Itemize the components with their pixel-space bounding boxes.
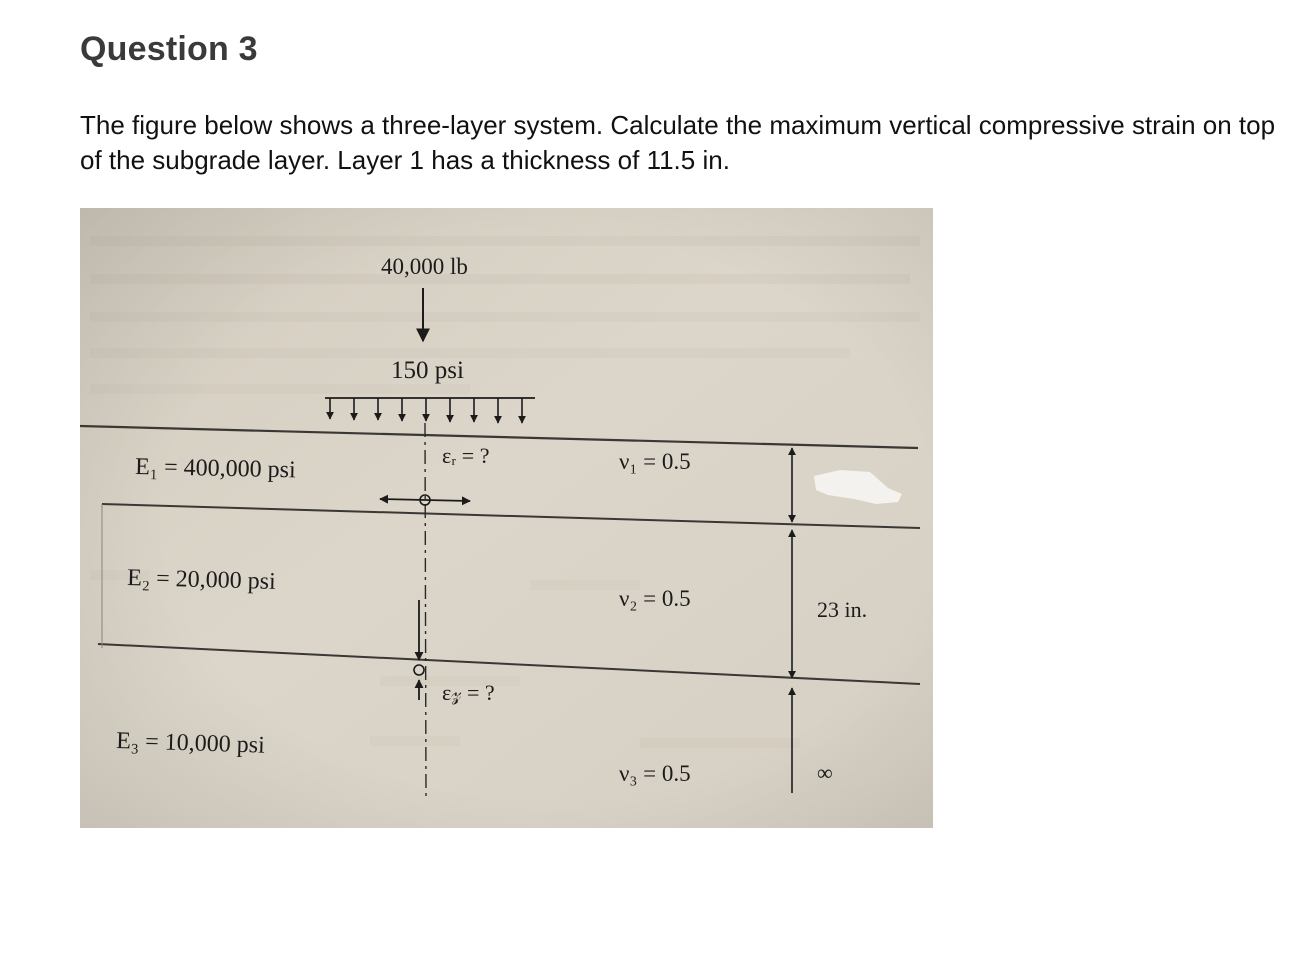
layer-1-modulus: E₁ = 400,000 psi — [134, 454, 296, 484]
layer-3-poisson: ν₃ = 0.5 — [619, 761, 691, 786]
pressure-label: 150 psi — [391, 357, 464, 384]
radial-strain-label: εᵣ = ? — [442, 443, 490, 468]
layer-2-poisson: ν₂ = 0.5 — [619, 586, 691, 611]
vertical-strain-label: ε𝓏 = ? — [442, 680, 495, 705]
layer-2-modulus: E₂ = 20,000 psi — [126, 565, 277, 595]
question-title: Question 3 — [80, 30, 258, 68]
three-layer-system-figure — [80, 208, 933, 828]
question-prompt: The figure below shows a three-layer system. Calculate the maximum vertical compressive strain on top of the subgrade layer. Layer 1 has a thickness of 11.5 in. — [80, 110, 1276, 175]
layer-1-poisson: ν₁ = 0.5 — [619, 449, 691, 474]
load-label: 40,000 lb — [381, 254, 468, 279]
layer-3-modulus: E₃ = 10,000 psi — [115, 728, 266, 759]
subgrade-thickness-label: ∞ — [817, 760, 833, 785]
combined-thickness-label: 23 in. — [817, 597, 868, 622]
